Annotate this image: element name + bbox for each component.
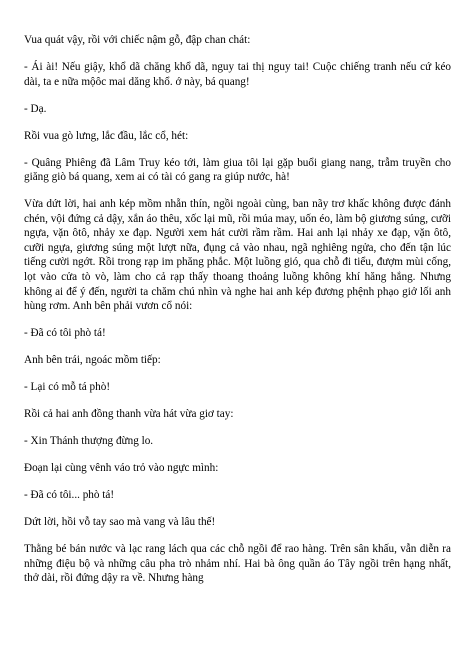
paragraph: - Đã có tôi phò tá! [24, 327, 106, 340]
paragraph: Thằng bé bán nước và lạc rang lách qua các chỗ ngồi để rao hàng. Trên sân khấu, vẫn diễn ra những điệu bộ và những câu pha trò nhảm nhí. Hai bà ông quần áo Tây ngồi trên hạng nhất, thở dài, rồi đứng dậy ra về. Nhưng hàng [24, 543, 451, 585]
paragraph: Dứt lời, hồi vỗ tay sao mà vang và lâu thế! [24, 516, 216, 529]
paragraph: - Xin Thánh thượng đừng lo. [24, 435, 154, 448]
paragraph: - Dạ. [24, 102, 47, 115]
paragraph: - Quâng Phiêng đã Lâm Truy kéo tới, làm giua tôi lại gặp buổi giang nang, trẫm truyền cho giăng giò bá quang, xem ai có tài có gang ra giúp nước, hà! [24, 156, 451, 184]
paragraph: - Ái ài! Nếu giậy, khổ dã chăng khổ dã, nguy tai thị nguy tai! Cuộc chiếng tranh nếu cứ kéo dài, ta e nữa mộôc mai dăng khổ. ớ này, bá quang! [24, 60, 451, 88]
paragraph: Đoạn lại cùng vênh váo trỏ vào ngực mình: [24, 462, 219, 475]
paragraph: - Đã có tôi... phò tá! [24, 489, 115, 502]
paragraph: Vừa dứt lời, hai anh kép mồm nhẵn thín, ngồi ngoài cùng, ban nãy trơ khấc không được đánh chén, vội đứng cả dậy, xắn áo thêu, xốc lại mũ, rồi múa may, uốn éo, làm bộ giương súng, cưỡi ngựa, vặn ôtô, nhảy xe đạp. Người xem hát cười rầm rầm. Hai anh lại nhảy xe đạp, vặn ôtô, cưỡi ngựa, giương súng một lượt nữa, đụng cả vào nhau, ngã nghiêng ngửa, cho đến tận lúc tiếng cười ngớt. Rồi trong rạp im phăng phắc. Một luồng gió, qua chỗ đi tiểu, đượm mùi cống, lọt vào cửa tò vò, làm cho cả rạp thấy thoang thoảng luồng không khí hăng hắng. Nhưng không ai để ý đến, người ta chăm chú nhìn và nghe hai anh kép đương phệnh phạo giở lối anh hùng rơm. Anh bên phải vươn cổ nói: [24, 198, 451, 313]
document-page [24, 33, 451, 586]
paragraph: - Lại có mỗ tá phò! [24, 381, 111, 394]
paragraph: Rồi vua gò lưng, lắc đầu, lắc cổ, hét: [24, 129, 189, 142]
paragraph: Anh bên trái, ngoác mồm tiếp: [24, 354, 161, 367]
paragraph: Vua quát vậy, rồi với chiếc nậm gỗ, đập chan chát: [24, 34, 251, 46]
paragraph: Rồi cả hai anh đồng thanh vừa hát vừa giơ tay: [24, 408, 234, 421]
